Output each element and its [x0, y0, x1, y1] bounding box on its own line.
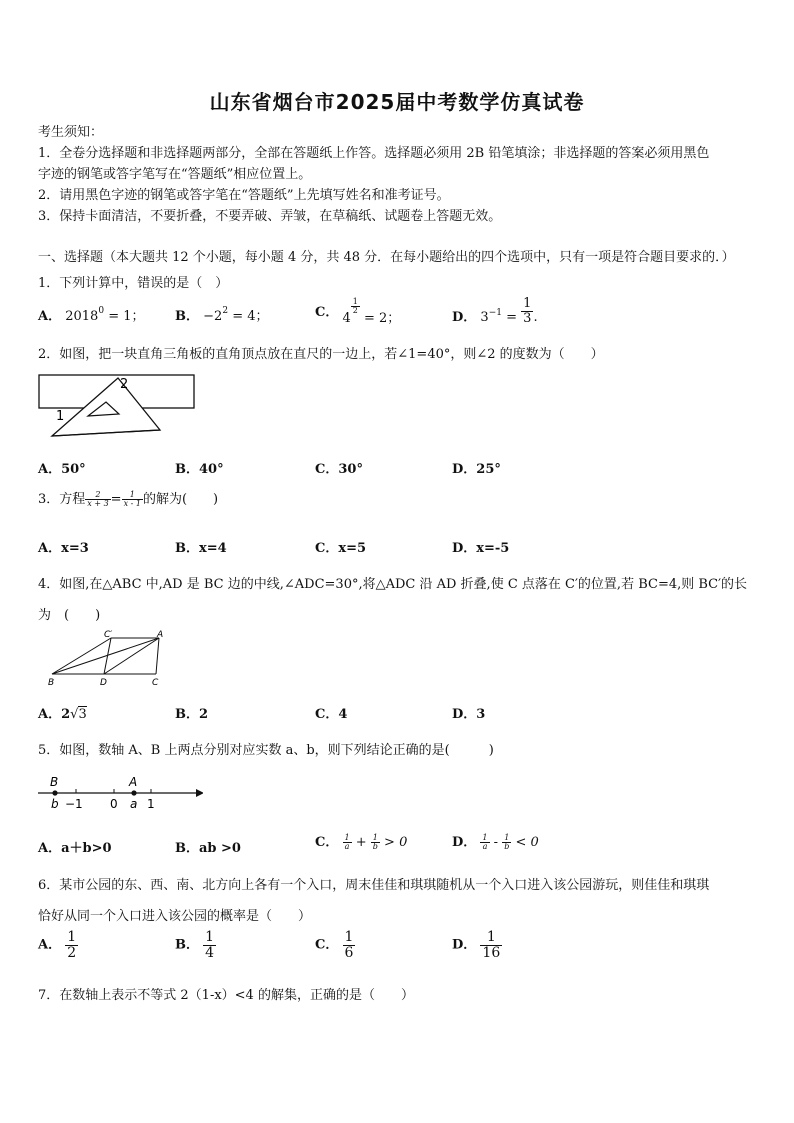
q5-c-rest: > 0	[384, 835, 408, 850]
q5-label-b: b	[51, 797, 59, 811]
q4-option-b: B．2	[175, 707, 209, 722]
q5-d-frac-2	[502, 834, 511, 852]
q4-a-radicand: 3	[78, 707, 87, 722]
q2-option-c: C．30°	[315, 462, 363, 477]
q6-c-label: C．	[315, 937, 339, 953]
q4-label-a: A	[157, 630, 164, 640]
q1-d-eq: =	[506, 309, 518, 325]
notice-item-3: 3．保持卡面清洁，不要折叠，不要弄破、弄皱，在草稿纸、试题卷上答题无效。	[38, 209, 502, 224]
q6-b-num: 1	[205, 929, 215, 945]
q1-d-den: 3	[523, 310, 532, 326]
q2-figure-ruler-triangle	[36, 372, 198, 442]
q1-d-num: 1	[523, 296, 532, 311]
q1-a-base: 2018	[65, 309, 99, 324]
q4-stem-line1: 4．如图,在△ABC 中,AD 是 BC 边的中线,∠ADC=30°,将△ADC 沿 AD 折叠,使 C 点落在 C′的位置,若 BC=4,则 BC′的长	[38, 577, 748, 592]
q1-b-exp: 2	[222, 306, 229, 316]
q5-d-label: D．	[452, 835, 477, 850]
q3-frac-2-num: 1	[122, 491, 143, 500]
q3-frac-1	[85, 491, 110, 509]
q6-c-den: 6	[344, 944, 354, 961]
q5-d-minus: -	[493, 835, 499, 850]
q4-stem-line2: 为 ( )	[38, 608, 101, 623]
notice-item-1-cont: 字迹的钢笔或答字笔写在“答题纸”相应位置上。	[38, 167, 312, 182]
q6-b-den: 4	[205, 944, 215, 961]
q6-option-b	[175, 930, 216, 960]
q3-frac-2	[122, 491, 143, 509]
q1-option-b	[175, 305, 268, 324]
q2-option-d: D．25°	[452, 462, 501, 477]
q5-c-plus: +	[355, 835, 367, 850]
q6-c-frac	[343, 930, 356, 960]
q5-option-d	[452, 831, 539, 851]
q3-option-a: A．x=3	[38, 541, 89, 556]
q4-label-c: C	[152, 678, 159, 688]
q3-prefix: 3．方程	[38, 492, 86, 507]
q1-stem: 1．下列计算中，错误的是（ ）	[38, 276, 229, 291]
q5-label-A: A	[129, 775, 138, 789]
q5-tick-minus1: −1	[65, 797, 83, 811]
q6-a-num: 1	[67, 929, 77, 945]
q6-a-label: A．	[38, 937, 62, 953]
q2-option-a: A．50°	[38, 462, 86, 477]
q4-option-d: D．3	[452, 707, 486, 722]
q3-option-d: D．x=-5	[452, 541, 510, 556]
q1-a-rest: = 1；	[108, 309, 145, 324]
q7-stem: 7．在数轴上表示不等式 2（1-x）<4 的解集，正确的是（ ）	[38, 988, 414, 1003]
notice-heading: 考生须知：	[38, 125, 104, 140]
q3-option-b: B．x=4	[175, 541, 227, 556]
q3-stem	[38, 488, 218, 508]
q6-d-num: 1	[480, 930, 502, 946]
q5-option-b: B．ab >0	[175, 841, 241, 856]
q2-label-2: 2	[120, 377, 129, 392]
q1-d-base: 3	[480, 309, 489, 325]
q1-c-exp-den: 2	[352, 306, 358, 315]
q5-option-a: A．a＋b>0	[38, 841, 112, 856]
q4-label-c-prime: C′	[104, 630, 113, 640]
notice-item-1: 1．全卷分选择题和非选择题两部分，全部在答题纸上作答。选择题必须用 2B 铅笔填涂；非选择题的答案必须用黑色	[38, 146, 710, 161]
q1-c-rest: = 2；	[364, 311, 401, 326]
q5-c-frac-1-den: a	[344, 842, 350, 851]
q6-c-num: 1	[344, 929, 354, 945]
section-heading: 一、选择题（本大题共 12 个小题，每小题 4 分，共 48 分．在每小题给出的四个选项中，只有一项是符合题目要求的．）	[38, 250, 735, 265]
q3-frac-1-num: 2	[85, 491, 110, 500]
q1-a-label: A．	[38, 309, 62, 324]
q6-option-a	[38, 930, 78, 960]
q1-option-c	[315, 296, 401, 326]
q1-b-text: −2	[203, 309, 223, 324]
q5-d-frac-1	[480, 834, 489, 852]
q6-a-frac	[65, 930, 78, 960]
q6-d-label: D．	[452, 937, 477, 953]
q1-d-label: D．	[452, 309, 477, 325]
q5-c-frac-2-num: 1	[371, 834, 380, 843]
q2-option-b: B．40°	[175, 462, 224, 477]
q5-label-a: a	[130, 797, 138, 811]
q5-option-c	[315, 831, 407, 851]
q5-c-frac-1-num: 1	[344, 832, 350, 842]
q4-option-a: A．2√3	[38, 707, 87, 722]
q6-d-frac	[480, 930, 502, 960]
q1-c-base: 4	[342, 311, 351, 326]
q5-d-frac-2-num: 1	[502, 834, 511, 843]
q6-b-label: B．	[175, 937, 199, 953]
q1-d-frac	[521, 297, 533, 325]
q2-label-1: 1	[56, 409, 65, 424]
q1-c-exp	[351, 298, 360, 316]
q3-eq: =	[110, 492, 122, 507]
q3-suffix: 的解为( )	[142, 492, 219, 507]
notice-item-2: 2．请用黑色字迹的钢笔或答字笔在“答题纸”上先填写姓名和准考证号。	[38, 188, 450, 203]
q5-d-frac-1-den: a	[482, 842, 488, 851]
q5-label-B: B	[50, 775, 59, 789]
q1-b-rest: = 4；	[232, 309, 269, 324]
q5-c-frac-2-den: b	[372, 842, 378, 851]
q1-d-exp: −1	[488, 307, 502, 318]
q3-option-c: C．x=5	[315, 541, 367, 556]
q6-stem-line2: 恰好从同一个入口进入该公园的概率是（ ）	[38, 909, 312, 924]
q4-label-d: D	[100, 678, 107, 688]
q5-tick-1: 1	[147, 797, 155, 811]
q5-c-frac-1	[343, 834, 352, 852]
q2-stem: 2．如图，把一块直角三角板的直角顶点放在直尺的一边上，若∠1=40°，则∠2 的度数为（ ）	[38, 347, 604, 362]
q6-option-d	[452, 930, 502, 960]
triangle-board	[52, 378, 160, 436]
q5-d-frac-1-num: 1	[482, 832, 488, 842]
q5-d-rest: < 0	[515, 835, 539, 850]
q3-frac-1-den: x + 3	[87, 499, 109, 508]
q4-option-c: C．4	[315, 707, 348, 722]
q1-option-a	[38, 305, 145, 324]
q4-label-b: B	[48, 678, 55, 688]
q6-d-den: 16	[482, 944, 501, 961]
q6-stem-line1: 6．某市公园的东、西、南、北方向上各有一个入口，周末佳佳和琪琪随机从一个入口进入该公园游玩，则佳佳和琪琪	[38, 878, 710, 893]
q5-c-frac-2	[371, 834, 380, 852]
q1-c-label: C．	[315, 305, 339, 320]
q6-option-c	[315, 930, 355, 960]
page-title: 山东省烟台市2025届中考数学仿真试卷	[209, 90, 585, 114]
q5-tick-0: 0	[110, 797, 118, 811]
q1-d-end: .	[533, 309, 538, 325]
q5-d-frac-2-den: b	[504, 842, 510, 851]
q5-figure-number-line	[38, 772, 203, 812]
q1-c-exp-num: 1	[352, 296, 358, 306]
q5-c-label: C．	[315, 835, 339, 850]
q4-a-label: A．2	[38, 707, 71, 722]
q1-option-d	[452, 297, 538, 325]
q1-b-label: B．	[175, 309, 199, 324]
q6-a-den: 2	[67, 944, 77, 961]
q5-stem: 5．如图，数轴 A、B 上两点分别对应实数 a、b，则下列结论正确的是( )	[38, 743, 494, 758]
q1-a-exp: 0	[98, 306, 105, 316]
q3-frac-2-den: x - 1	[123, 499, 141, 508]
q6-b-frac	[203, 930, 216, 960]
q4-figure-triangle-fold	[44, 628, 174, 688]
